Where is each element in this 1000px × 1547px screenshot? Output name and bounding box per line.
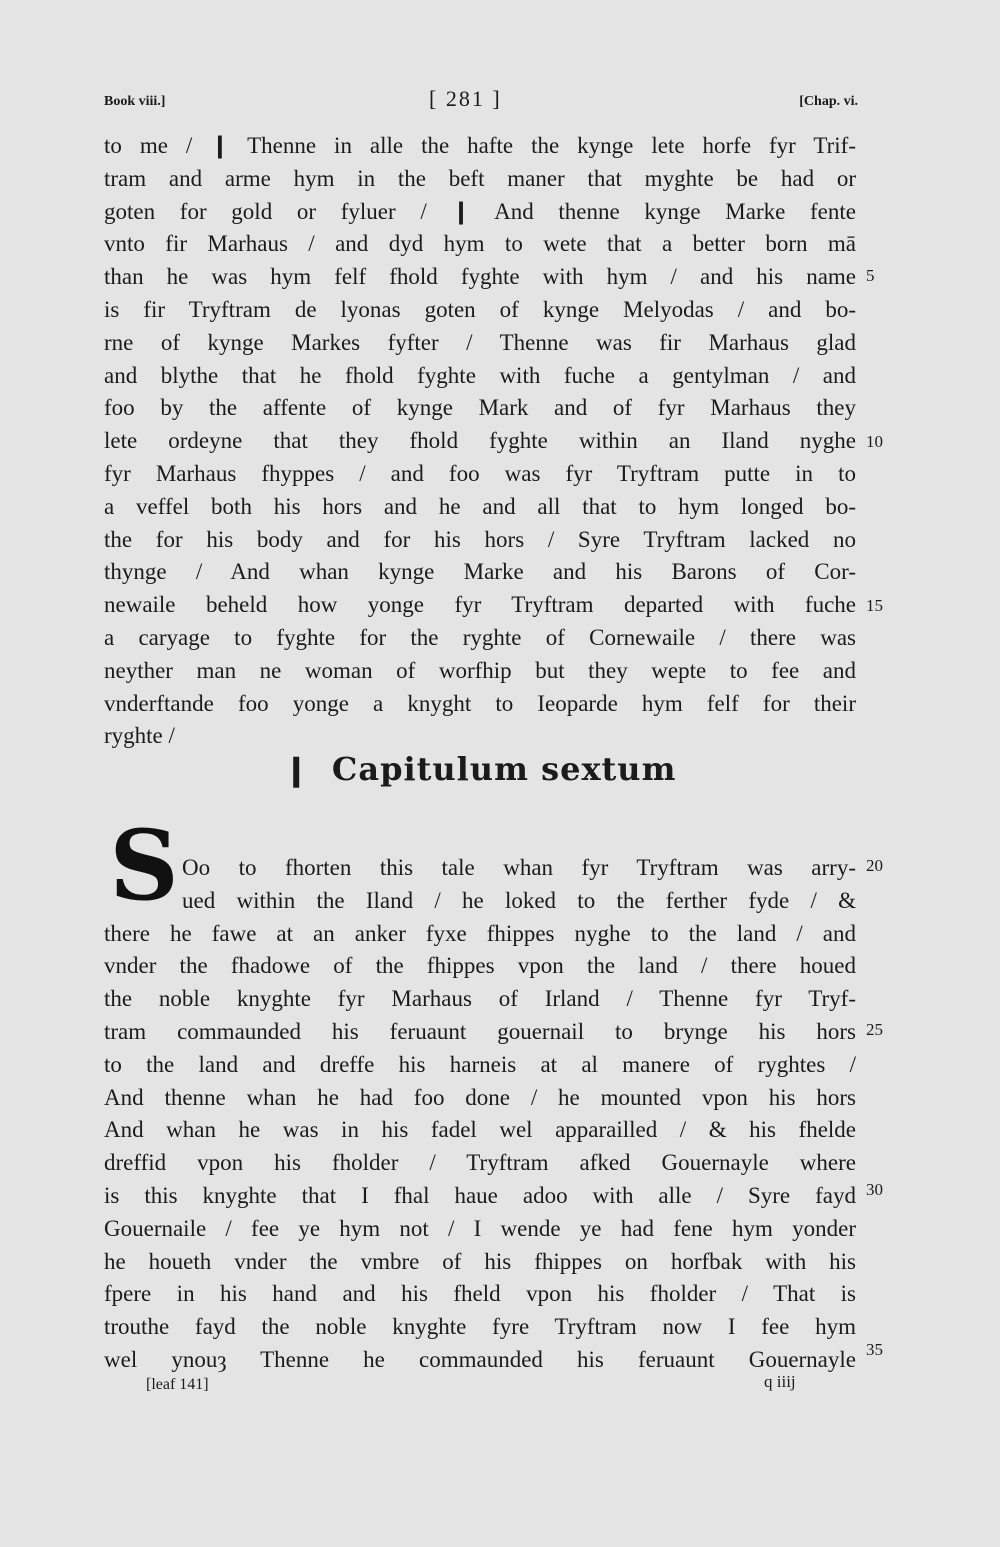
- line-number: 20: [866, 856, 883, 875]
- text-line: And thenne whan he had foo done / he mounted vpon his hors: [104, 1084, 856, 1110]
- text-line: tram and arme hym in the beft maner that myghte be had or: [104, 165, 856, 191]
- text-line: is fir Tryftram de lyonas goten of kynge Melyodas / and bo-: [104, 296, 856, 322]
- page-number: [ 281 ]: [429, 86, 502, 111]
- text-line: and blythe that he fhold fyghte with fuche a gentylman / and: [104, 362, 856, 388]
- line-number: 30: [866, 1180, 883, 1199]
- text-line: he houeth vnder the vmbre of his fhippes on horfbak with his: [104, 1248, 856, 1274]
- text-section-2: [104, 852, 856, 1377]
- text-line: dreffid vpon his fholder / Tryftram afked Gouernayle where: [104, 1150, 856, 1176]
- text-line: newaile beheld how yonge fyr Tryftram departed with fuche: [104, 592, 856, 618]
- text-line: thynge / And whan kynge Marke and his Barons of Cor-: [104, 559, 856, 585]
- text-line: foo by the affente of kynge Mark and of fyr Marhaus they: [104, 395, 856, 421]
- text-line: ued within the Iland / he loked to the ferther fyde / &: [182, 887, 856, 913]
- text-line: goten for gold or fyluer / ❙ And thenne kynge Marke fente: [104, 198, 856, 224]
- line-number: 15: [866, 596, 883, 615]
- chapter-title: Capitulum sextum: [331, 750, 677, 788]
- chapter-heading: [104, 750, 856, 788]
- text-line: Gouernaile / fee ye hym not / I wende ye had fene hym yonder: [104, 1215, 856, 1241]
- page-footer: [104, 1372, 858, 1400]
- running-head: [104, 86, 858, 116]
- pilcrow-icon: ❙: [283, 753, 310, 788]
- text-line: to the land and dreffe his harneis at al manere of ryghtes /: [104, 1051, 856, 1077]
- text-line: neyther man ne woman of worfhip but they wepte to fee and: [104, 657, 856, 683]
- text-line: trouthe fayd the noble knyghte fyre Tryftram now I fee hym: [104, 1314, 856, 1340]
- leaf-number: [leaf 141]: [146, 1376, 209, 1393]
- text-line: Oo to fhorten this tale whan fyr Tryftram was arry-: [182, 855, 856, 880]
- text-line: lete ordeyne that they fhold fyghte within an Iland nyghe: [104, 428, 856, 454]
- text-line: fpere in his hand and his fheld vpon his fholder / That is: [104, 1281, 856, 1307]
- text-line: vnder the fhadowe of the fhippes vpon the land / there houed: [104, 953, 856, 979]
- text-line: a veffel both his hors and he and all that to hym longed bo-: [104, 493, 856, 519]
- text-line: ryghte /: [104, 723, 175, 749]
- line-number: 10: [866, 432, 883, 451]
- text-line: tram commaunded his feruaunt gouernail to brynge his hors: [104, 1018, 856, 1044]
- text-line: the noble knyghte fyr Marhaus of Irland / Thenne fyr Tryf-: [104, 986, 856, 1012]
- line-number: 25: [866, 1020, 883, 1039]
- line-number: 35: [866, 1340, 883, 1359]
- text-line: vnderftande foo yonge a knyght to Ieoparde hym felf for their: [104, 690, 856, 716]
- text-line: wel ynouȝ Thenne he commaunded his feruaunt Gouernayle: [104, 1346, 856, 1372]
- text-line: a caryage to fyghte for the ryghte of Cornewaile / there was: [104, 624, 856, 650]
- text-line: there he fawe at an anker fyxe fhippes nyghe to the land / and: [104, 920, 856, 946]
- text-line: is this knyghte that I fhal haue adoo with alle / Syre fayd: [104, 1182, 856, 1208]
- book-number: Book viii.]: [104, 94, 166, 109]
- text-section-1: [104, 130, 856, 753]
- text-line: rne of kynge Markes fyfter / Thenne was fir Marhaus glad: [104, 329, 856, 355]
- text-line: than he was hym felf fhold fyghte with hym / and his name: [104, 264, 856, 290]
- text-line: the for his body and for his hors / Syre Tryftram lacked no: [104, 526, 856, 552]
- line-number: 5: [866, 266, 875, 285]
- drop-cap: S: [109, 809, 179, 922]
- chapter-number: [Chap. vi.: [799, 94, 858, 109]
- signature-mark: q iiij: [764, 1372, 796, 1391]
- text-line: vnto fir Marhaus / and dyd hym to wete that a better born mā: [104, 231, 856, 257]
- text-line: to me / ❙ Thenne in alle the hafte the kynge lete horfe fyr Trif-: [104, 133, 856, 158]
- text-line: And whan he was in his fadel wel apparailled / & his fhelde: [104, 1117, 856, 1143]
- text-line: fyr Marhaus fhyppes / and foo was fyr Tryftram putte in to: [104, 460, 856, 486]
